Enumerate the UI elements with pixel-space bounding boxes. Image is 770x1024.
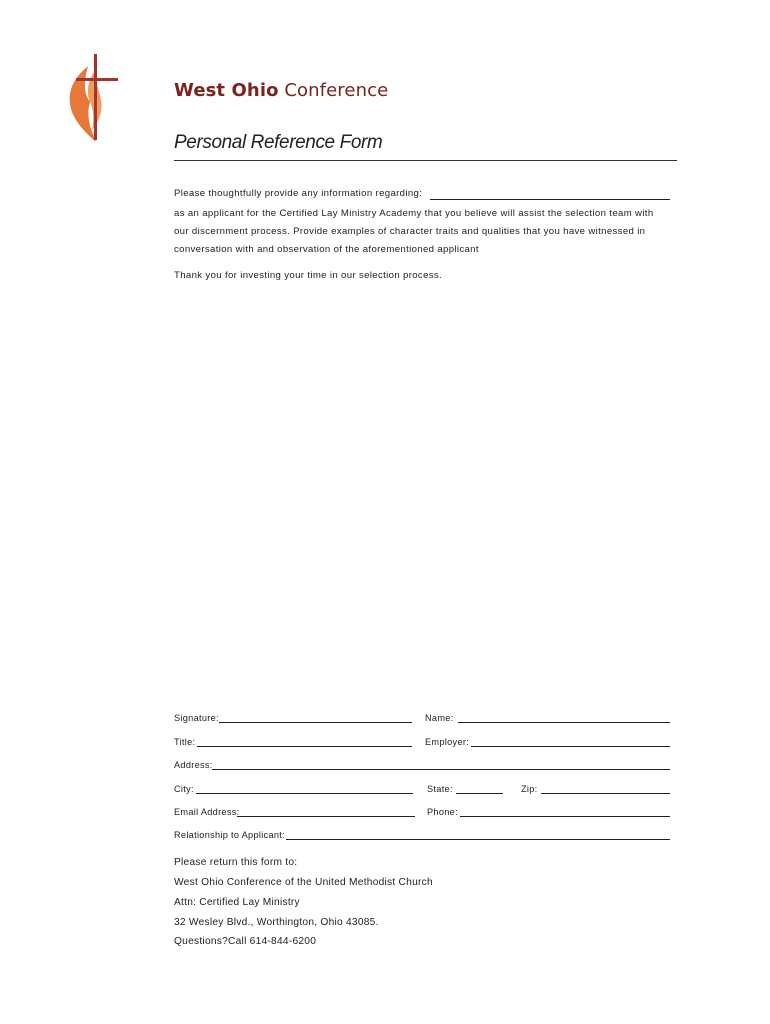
form-title: Personal Reference Form [174, 132, 383, 153]
email-field[interactable] [237, 816, 415, 817]
employer-field[interactable] [471, 746, 670, 747]
intro-line-4: conversation with and observation of the aforementioned applicant [174, 244, 479, 255]
name-label: Name: [425, 713, 454, 723]
intro-line-3: our discernment process. Provide examples of character traits and qualities that you have witnessed in [174, 226, 646, 237]
employer-label: Employer: [425, 737, 470, 747]
name-field[interactable] [458, 722, 670, 723]
zip-field[interactable] [541, 793, 670, 794]
cross-and-flame-icon [66, 52, 122, 144]
city-label: City: [174, 784, 194, 794]
phone-field[interactable] [460, 816, 670, 817]
return-line-3: Attn: Certified Lay Ministry [174, 897, 300, 908]
signature-label: Signature: [174, 713, 219, 723]
relationship-field[interactable] [286, 839, 670, 840]
organization-name [174, 80, 388, 101]
relationship-label: Relationship to Applicant: [174, 830, 285, 840]
return-line-5: Questions?Call 614-844-6200 [174, 936, 317, 947]
return-line-4: 32 Wesley Blvd., Worthington, Ohio 43085. [174, 917, 379, 928]
return-line-2: West Ohio Conference of the United Methodist Church [174, 877, 433, 888]
reference-response-area[interactable] [174, 292, 670, 692]
thanks-text: Thank you for investing your time in our selection process. [174, 270, 443, 281]
email-label: Email Address: [174, 807, 240, 817]
org-name-bold: West Ohio [174, 80, 279, 101]
address-label: Address: [174, 760, 213, 770]
title-field[interactable] [197, 746, 412, 747]
title-label: Title: [174, 737, 196, 747]
intro-line-1: Please thoughtfully provide any information regarding: [174, 188, 423, 199]
return-line-1: Please return this form to: [174, 857, 298, 868]
org-name-regular: Conference [284, 80, 389, 101]
zip-label: Zip: [521, 784, 538, 794]
intro-line-2: as an applicant for the Certified Lay Ministry Academy that you believe will assist the selection team with [174, 208, 654, 219]
state-label: State: [427, 784, 453, 794]
address-field[interactable] [212, 769, 670, 770]
signature-field[interactable] [219, 722, 412, 723]
applicant-name-field[interactable] [430, 199, 670, 200]
state-field[interactable] [456, 793, 503, 794]
phone-label: Phone: [427, 807, 458, 817]
title-divider [174, 160, 677, 161]
city-field[interactable] [196, 793, 413, 794]
